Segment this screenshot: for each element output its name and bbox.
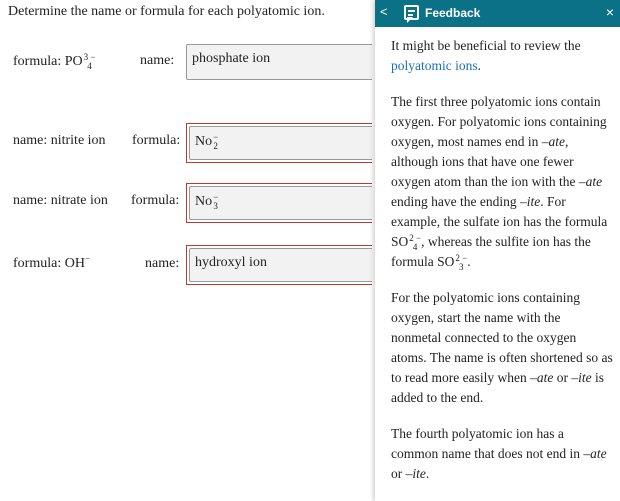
feedback-title: Feedback: [425, 6, 481, 20]
given-name: nitrite ion: [50, 133, 106, 148]
ask-label: formula:: [131, 193, 180, 208]
feedback-chat-icon: [404, 5, 419, 20]
name-answer-input[interactable]: hydroxyl ion: [189, 248, 372, 282]
given-prompt: [13, 53, 95, 71]
given-label: name:: [13, 193, 48, 208]
ask-label: formula:: [132, 133, 181, 148]
given-label: formula:: [13, 256, 62, 271]
collapse-chevron-icon[interactable]: <: [380, 4, 388, 19]
formula-answer-input[interactable]: No − 2: [189, 126, 372, 160]
instruction-text: Determine the name or formula for each polyatomic ion.: [8, 4, 325, 19]
feedback-panel: [375, 0, 620, 501]
feedback-paragraph: It might be beneficial to review the polyatomic ions.: [391, 38, 581, 73]
given-label: formula:: [13, 54, 62, 70]
feedback-paragraph: For the polyatomic ions containing oxygen, start the name with the nonmetal connected to the oxygen atoms. The name is often shortened so as to read more easily when –ate or –ite is added to the end.: [391, 290, 613, 405]
polyatomic-ions-link[interactable]: polyatomic ions: [391, 58, 478, 73]
feedback-body: [391, 36, 613, 500]
given-prompt: [13, 253, 91, 272]
close-icon[interactable]: ×: [605, 4, 614, 20]
given-name: nitrate ion: [50, 193, 108, 208]
answer-field-wrapper-incorrect: [186, 183, 372, 223]
feedback-header: [375, 0, 620, 27]
ask-label: name:: [140, 53, 175, 68]
ask-label: name:: [145, 256, 180, 271]
formula-answer-input[interactable]: No − 3: [189, 186, 372, 220]
name-answer-input[interactable]: phosphate ion: [186, 44, 372, 80]
given-label: name:: [13, 133, 48, 148]
answer-field-wrapper: [186, 44, 372, 80]
answer-field-wrapper-incorrect: [186, 123, 372, 163]
given-prompt: [13, 193, 108, 209]
given-prompt: [13, 133, 106, 149]
given-formula: PO 3 − 4: [64, 52, 96, 71]
feedback-paragraph: The first three polyatomic ions contain oxygen. For polyatomic ions containing oxygen, most names end in –ate, although ions that have one fewer oxygen atom than the ion with the –ate ending have the ending –ite. For example, the sulfate ion has the formula SO 2 − 4 , whereas the sulfite ion has the formula SO 2 − 3 .: [391, 94, 608, 272]
given-formula: OH−: [64, 253, 91, 271]
answer-field-wrapper-incorrect: [186, 245, 372, 285]
feedback-paragraph: The fourth polyatomic ion has a common name that does not end in –ate or –ite.: [391, 426, 607, 481]
